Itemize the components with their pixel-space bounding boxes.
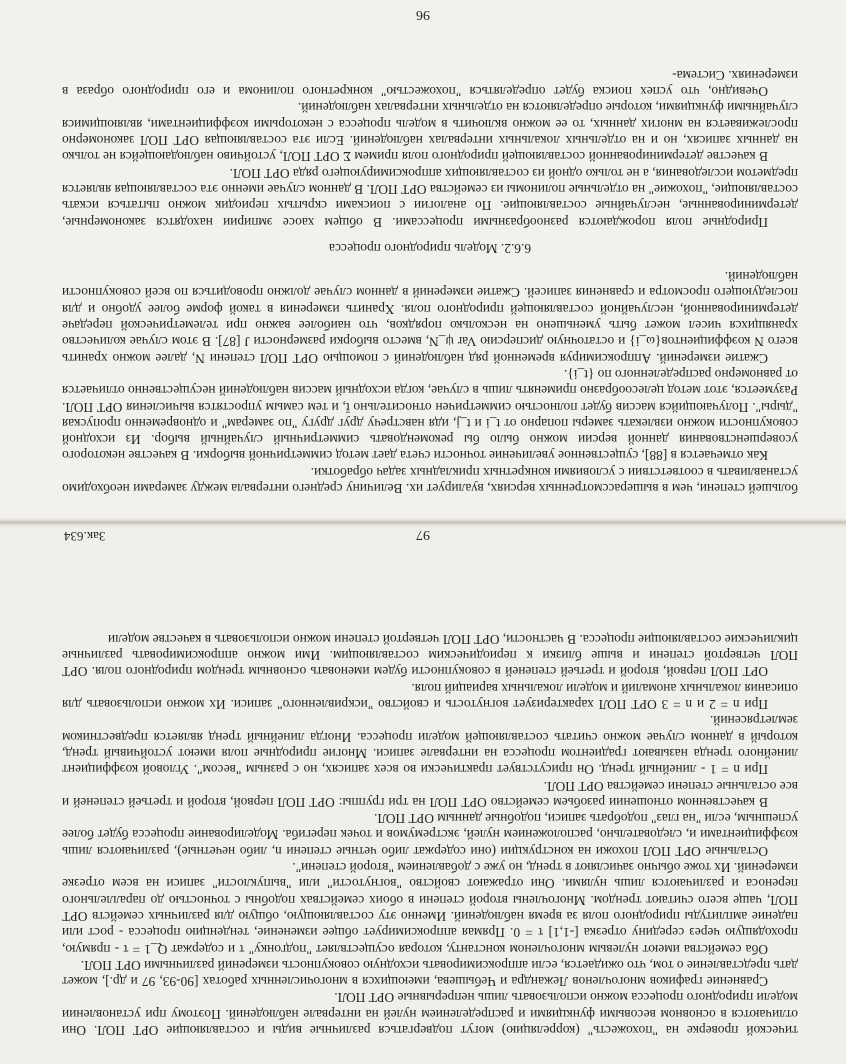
- paragraph: Сжатие измерений. Аппроксимируя временной ряд наблюдений с помощью ОРТ ПОЛ степени N, далее можно хранить всего N коэффициентов{ω_i} и остаточную дисперсию Var ψ_N, вместо выборки размерности J [87]. В этом случае количество хранящихся чисел может быть уменьшено на несколько порядков, что наиболее важно при телеметрической передаче детерминированной, неслучайной составляющей природного поля. Хранить измерения в такой форме более удобно и для последующего просмотра и сравнения записей. Сжатие измерений в данном случае должно проводиться по всей совокупности наблюдений.: [62, 269, 798, 366]
- section-heading: 6.6.2. Модель природного процесса: [328, 240, 532, 256]
- print-order-code: Зак.634: [64, 529, 106, 544]
- paragraph: Оба семейства имеют нулевым многочленом константу, которая осуществляет "подгонку" τ и содержат Q_1 = τ - прямую, проходящую через середину отрезка [-1,1] τ = 0. Прямая аппроксимирует общее изменение, тенденцию процесса - рост или падение амплитуды природного поля за время наблюдений. Именно эту составляющую, общую для различных семейств ОРТ ПОЛ, чаще всего считают трендом. Многочлены второй степени в обоих семействах подобны с точностью до параллельного переноса и различаются лишь нулями. Они отражают свойство "вогнутости" или "выпуклости" записи на всем отрезке измерений. Их тоже обычно зачисляют в тренд, но уже с добавлением "второй степени".: [62, 860, 798, 957]
- paragraph: большей степени, чем в вышерассмотренных версиях, вуалирует их. Величину среднего интервала между замерами необходимо устанавливать в соответствии с условиями конкретных прикладных задач обработки.: [62, 464, 798, 496]
- paragraph: Природные поля порождаются разнообразными процессами. В общем хаосе эмпирии находятся закономерные, детерминированные, неслучайные составляющие. По аналогии с поисками скрытых периодик можно пытаться искать составляющие, "похожие" на отдельные полиномы из семейства ОРТ ПОЛ. В данном случае именно эта составляющая является предметом исследования, а не только одной из составляющих аппроксимирующего ряда ОРТ ПОЛ.: [62, 165, 798, 230]
- page-number: 97: [416, 527, 430, 542]
- paragraph: При n = 2 и n = 3 ОРТ ПОЛ характеризует вогнутость и свойство "искривленного" записи. Их можно использовать для описания локальных аномалий и модели локальных вариаций поля.: [62, 680, 798, 713]
- paragraph: ОРТ ПОЛ первой, второй и третьей степеней в совокупности будем именовать основным трендом природного поля. ОРТ ПОЛ четвертой степени и выше близки к периодическим составляющим. Ими можно аппроксимировать различные циклические составляющие процесса. В частности, ОРТ ПОЛ четвертой степени можно использовать в качестве модели: [62, 631, 798, 680]
- paragraph: При n = 1 - линейный тренд. Он присутствует практически во всех записях, но с разным "весом". Угловой коэффициент линейного тренда называют градиентом процесса на интервале записи. Многие природные поля имеют устойчивый тренд, который в данном случае можно считать составляющей модели процесса. Иногда линейный тренд является предвестником землетрясений.: [62, 713, 798, 778]
- paragraph: тической проверке на "похожесть" (корреляцию) могут подвергаться различные виды и составляющие ОРТ ПОЛ. Они отличаются в основном весовыми функциями и распределением нулей на интервале наблюдений. Поэтому при установлении модели природного процесса можно использовать лишь непрерывные ОРТ ПОЛ.: [62, 990, 798, 1038]
- paragraph: Остальные ОРТ ПОЛ похожи на конструкции (они содержат либо четные степени n, либо нечетные), различаются лишь коэффициентами и, следовательно, расположением нулей, экстремумов и точек перегиба. Моделирование процесса будет более успешным, если "на глаз" подобрать записи, подобные данным ОРТ ПОЛ.: [62, 811, 798, 859]
- page-number: 96: [416, 7, 430, 22]
- paragraph: Очевидно, что успех поиска будет определяться "похожестью" конкретного полинома и его природного образа в измерениях. Система-: [62, 67, 798, 100]
- paragraph: Как отмечается в [88], существенное увеличение точности счета дает метод симметричной выборки. В качестве некоторого усовершенствования данной версии можно было бы рекомендовать симметричный случайный выбор. Из исходной совокупности можно извлекать замеры попарно от t_i и t_j, идя навстречу друг другу "по замерам" и одновременно пропуская "дыры". Получающийся массив будет полностью симметричен относительно t̄, и тем самым упростятся вычисления ОРТ ПОЛ. Разумеется, этот метод целесообразно применять лишь в случае, когда исходный массив наблюдений несущественно отличается от равномерно распределенного по {t_i}.: [62, 366, 798, 464]
- page-97-text: [62, 554, 798, 1038]
- page-97: [0, 522, 846, 1064]
- page-96: [0, 0, 846, 522]
- paragraph: В качественном отношении разобьем семейство ОРТ ПОЛ на три группы: ОРТ ПОЛ первой, второй и третьей степеней и все остальные степени семейства ОРТ ПОЛ.: [62, 778, 798, 810]
- paragraph: В качестве детерминированной составляющей природного поля примем Σ ОРТ ПОЛ, устойчиво наблюдающейся не только на данных записях, но и на отдельных локальных интервалах наблюдений. Если эта составляющая ОРТ ПОЛ закономерно прослеживается на многих данных, то ее можно включить в модель процесса с некоторыми коэффициентами, являющимися случайными функциями, которые определяются на отдельных интервалах наблюдений.: [62, 100, 798, 165]
- paragraph: Сравнение графиков многочленов Лежандра и Чебышева, имеющихся в многочисленных работах [90-93, 97 и др.], может дать представление о том, что ожидается, если аппроксимировать исходную совокупность измерений различными ОРТ ПОЛ.: [62, 957, 798, 990]
- page-96-text: [62, 32, 798, 496]
